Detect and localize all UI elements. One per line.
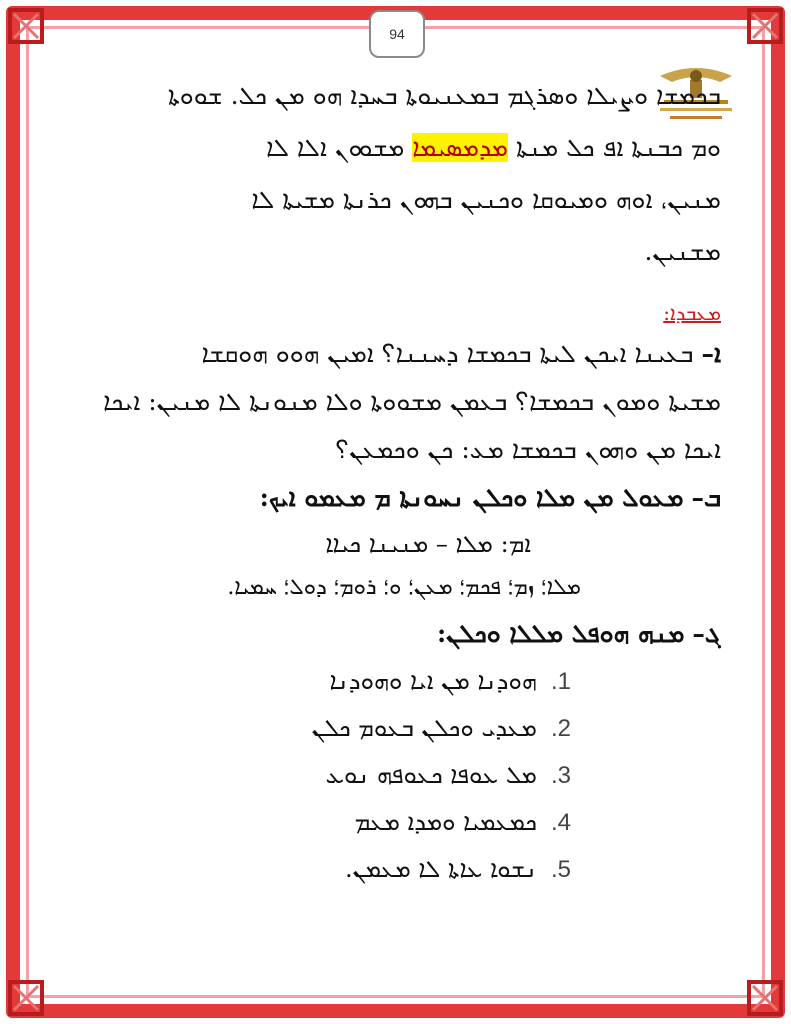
question-label: ܒ– [691,483,721,512]
question-line [80,610,721,658]
list-item [80,705,721,752]
question-line: ܐܝܟܐ ܡܢ ܘܗܘܢ ܒܟܡܫܐ ܡܥ: ܟܢ ܘܟܡܥܢ؟ [335,435,721,464]
list-text: ܢܫܘܐ ܥܐܬܐ ܠܐ ܡܥܡܢ. [344,855,537,883]
list-item [80,658,721,705]
intro-line: ܡܢܝܢ، ܐܘܗ ܘܡܝܘܩܐ ܘܟܢܝܢ ܒܗܘܢ ܟܪܢܬܐ ܡܫܝܬܐ ܠܐ [251,185,721,214]
question-label: ܓ– [692,619,721,648]
sentence-list [80,658,721,893]
corner-ornament-icon [745,978,785,1018]
highlighted-word: ܡܕܡܣܝܡܐ [412,133,508,162]
list-number: 2. [550,715,571,742]
exercises-heading: ܡܥܒܕܐ: [663,301,721,325]
question-label: ܐ– [701,339,721,368]
corner-ornament-icon [6,6,46,46]
question-3 [80,610,721,658]
question-text: ܡܢܗ ܗܘܦܠ ܡܠܠܐ ܘܟܠܢ: [436,619,685,648]
list-item [80,799,721,846]
intro-line: ܡܫܢܝܢ. [644,237,721,266]
list-number: 3. [550,762,571,789]
intro-text: ܡܫܘܘܢ ܐܠܐ ܠܐ [266,133,405,162]
list-text: ܟܡܥܡܝܐ ܘܡܕܐ ܡܥܡ [354,808,537,836]
question-text: ܒܥܝܢܐ ܐܝܟܢ ܠܝܬܐ ܒܟܡܫܐ ܕܚܢܢܐ؟ ܐܡܝܢ ܗܘܘ ܗܘܩܫܐ [201,339,694,368]
list-text: ܡܠ ܥܘܦܐ ܟܥܘܦܗ ܢܘܥ [325,761,537,789]
example-line [80,522,721,566]
question-text: ܡܥܘܠ ܡܢ ܡܠܐ ܘܟܠܢ ܢܚܘܢܬܐ ܡ ܡܥܡܘ ܐܝܟ: [259,483,684,512]
question-line [80,474,721,522]
list-number: 5. [550,856,571,883]
list-item [80,752,721,799]
intro-line [80,122,721,174]
question-line: ܡܫܝܬܐ ܘܡܘܢ ܒܟܡܫܐ؟ ܒܥܡܢ ܡܫܘܘܬܐ ܘܠܐ ܡܢܘܢܬܐ ܠܐ ܡܢܝܢ: ܐܝܟܐ [103,387,721,416]
intro-paragraph [80,70,721,278]
list-text: ܗܘܕܢܐ ܡܢ ܐܝܐ ܘܗܘܕܢܐ [329,667,537,695]
question-2 [80,474,721,522]
page-number: 94 [369,10,425,58]
intro-text: ܘܡ ܟܒܢܬܐ ܐܦ ܟܠ ܡܢܬܐ [515,133,721,162]
example-text: ܡܠܐ – ܡܢܝܢܐ ܟܝܐܐ [325,530,493,558]
list-number: 4. [550,809,571,836]
content [80,70,721,893]
word-list: ܡܠܐ؛ ܙܡ؛ ܦܟܡ؛ ܡܥܢ؛ ܘ؛ ܪܘܡ؛ ܕܘܠ؛ ܚܡܝܐ. [227,575,581,600]
intro-line: ܒܟܡܫܐ ܘܨܝܠܐ ܘܣܪܓܡ ܒܡܥܢܝܘܬܐ ܒܚܕܐ ܗܘ ܡܢ ܟܠ. ܫܘܘܬܐ [167,81,721,110]
list-text: ܡܥܕܝ ܘܟܠܢ ܒܥܘܡ ܟܠܢ [311,714,537,742]
question-line [80,330,721,378]
question-1 [80,330,721,474]
corner-ornament-icon [6,978,46,1018]
example-label: ܐܡ: [500,530,531,558]
corner-ornament-icon [745,6,785,46]
list-number: 1. [550,668,571,695]
list-item [80,846,721,893]
